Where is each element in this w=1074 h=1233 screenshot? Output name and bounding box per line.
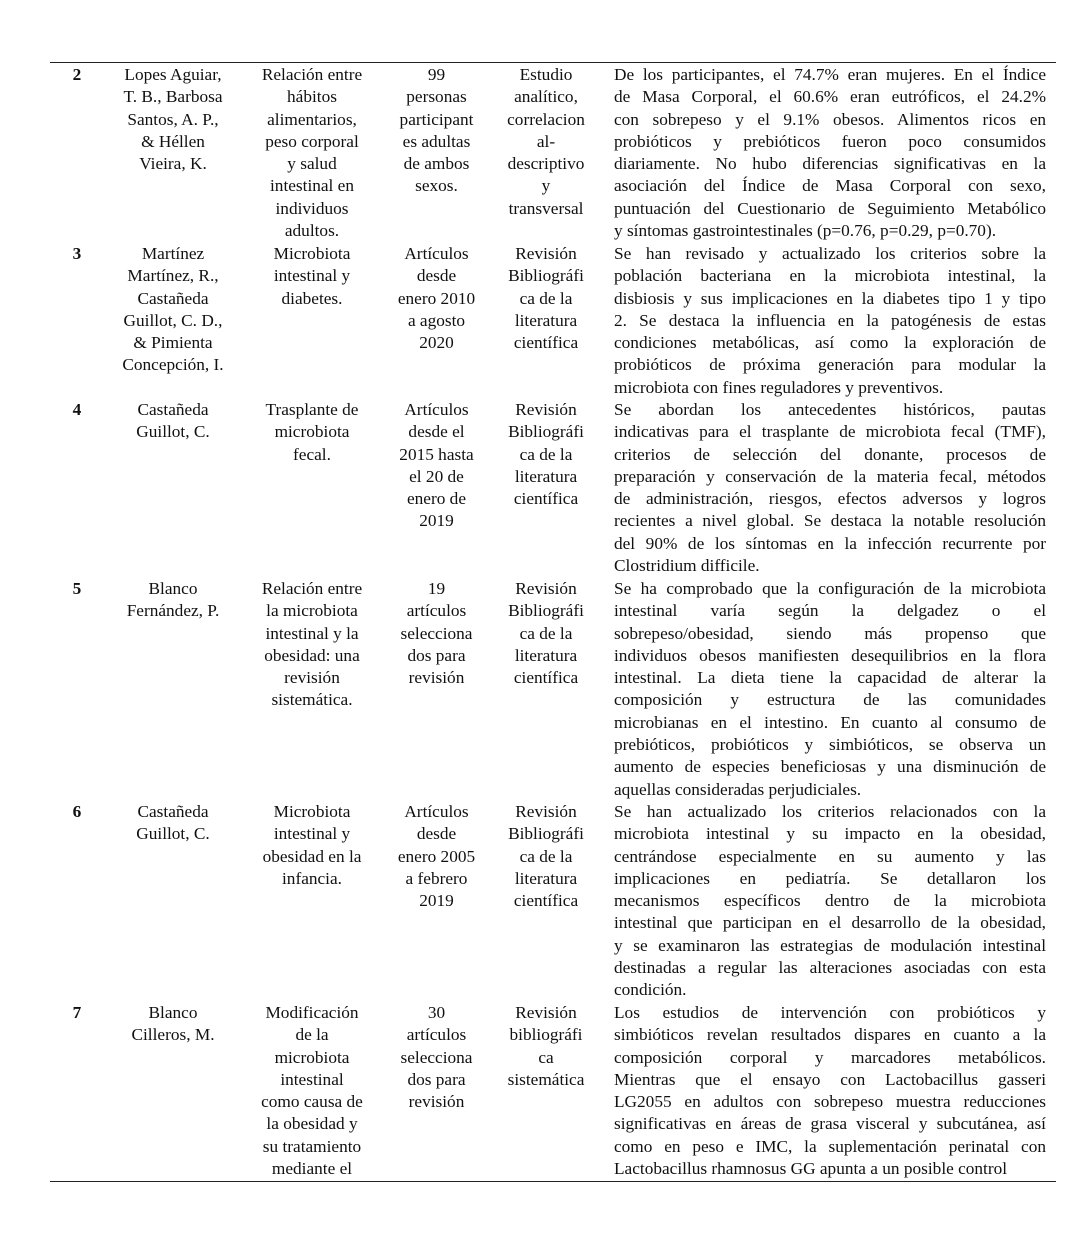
authors-cell-line: & Pimienta: [133, 333, 213, 353]
results-cell: [614, 64, 1046, 242]
sample-cell-line: desde: [416, 266, 457, 286]
design-cell-line: científica: [513, 668, 579, 688]
results-cell-line: población bacteriana en la microbiota intestinal, la: [614, 266, 1046, 286]
sample-cell-line: 2019: [419, 511, 454, 531]
results-cell-line: indicativas para el trasplante de microbiota fecal (TMF),: [614, 422, 1046, 442]
sample-cell-line: dos para: [407, 645, 466, 665]
design-cell-line: correlacion: [507, 109, 585, 129]
sample-cell: [392, 399, 481, 533]
design-cell: [497, 243, 595, 354]
results-cell: [614, 578, 1046, 801]
results-cell-line: microbianas en el intestino. En cuanto al consumo de: [614, 712, 1046, 732]
results-cell-line: diariamente. No hubo diferencias significativas en la: [614, 154, 1046, 174]
results-cell-line: intestinal. La dieta tiene la capacidad de alterar la: [614, 668, 1046, 688]
authors-cell-line: Santos, A. P.,: [127, 109, 219, 129]
title-cell: [250, 578, 374, 712]
design-cell: [497, 64, 595, 220]
design-cell: [497, 801, 595, 912]
results-cell-line: criterios de selección del donante, procesos de: [614, 444, 1046, 464]
results-cell-line: con sobrepeso y el 9.1% obesos. Alimentos ricos en: [614, 109, 1046, 129]
authors-cell-line: Martínez: [141, 244, 205, 263]
results-cell-line: Clostridium difficile.: [614, 556, 760, 576]
results-cell-line: condiciones metabólicas, así como la exploración de: [614, 333, 1046, 353]
title-cell-line: como causa de: [261, 1092, 363, 1112]
design-cell-line: literatura: [514, 645, 578, 665]
title-cell-line: Microbiota: [273, 244, 351, 263]
sample-cell-line: artículos: [406, 601, 467, 621]
results-cell-line: y síntomas gastrointestinales (p=0.76, p=0.29, p=0.70).: [614, 221, 997, 241]
title-cell-line: sistemática.: [271, 690, 353, 710]
results-cell-line: prebióticos, probióticos y simbióticos, se observa un: [614, 735, 1046, 755]
design-cell-line: analítico,: [514, 87, 578, 107]
results-cell-line: composición corporal y marcadores metabólicos.: [614, 1047, 1046, 1067]
sample-cell-line: a febrero: [405, 868, 468, 888]
results-cell-line: Se ha comprobado que la configuración de la microbiota: [614, 579, 1046, 598]
results-cell-line: disbiosis y sus implicaciones en la diabetes tipo 1 y tipo: [614, 288, 1046, 308]
results-cell-line: simbióticos revelan resultados dispares en cuanto a la: [614, 1025, 1046, 1045]
results-cell-line: probióticos de próxima generación para modular la: [614, 355, 1046, 375]
sample-cell-line: personas: [406, 87, 467, 107]
design-cell-line: Estudio: [519, 65, 573, 84]
results-cell: [614, 801, 1046, 1002]
title-cell-line: microbiota: [274, 1047, 350, 1067]
results-cell: [614, 243, 1046, 399]
sample-cell-line: 2019: [419, 891, 454, 911]
authors-cell-line: Vieira, K.: [139, 154, 207, 174]
authors-cell: [112, 243, 234, 377]
results-cell-line: mecanismos específicos dentro de la microbiota: [614, 891, 1046, 911]
sample-cell-line: desde: [416, 824, 457, 844]
results-cell-line: Los estudios de intervención con probióticos y: [614, 1003, 1046, 1022]
design-cell-line: al-: [536, 131, 556, 151]
sample-cell-line: Artículos: [404, 400, 469, 419]
results-cell-line: centrándose especialmente en su aumento y las: [614, 846, 1046, 866]
results-cell-line: 2. Se destaca la influencia en la patogénesis de estas: [614, 310, 1046, 330]
sample-cell-line: revisión: [408, 1092, 465, 1112]
sample-cell-line: 99: [427, 65, 446, 84]
results-cell-line: implicaciones en pediatría. Se detallaron los: [614, 868, 1046, 888]
authors-cell-line: Castañeda: [137, 288, 209, 308]
results-cell-line: probióticos y prebióticos fueron poco consumidos: [614, 131, 1046, 151]
table-bottom-rule: [50, 1181, 1056, 1182]
title-cell-line: la obesidad y: [266, 1114, 358, 1134]
title-cell: [250, 801, 374, 890]
title-cell-line: microbiota: [274, 422, 350, 442]
authors-cell-line: Guillot, C.: [136, 824, 210, 844]
design-cell-line: ca de la: [519, 846, 573, 866]
results-cell-line: aquellas consideradas perjudiciales.: [614, 779, 862, 799]
title-cell-line: y salud: [287, 154, 337, 174]
sample-cell-line: artículos: [406, 1025, 467, 1045]
design-cell-line: sistemática: [507, 1069, 585, 1089]
sample-cell-line: participant: [399, 109, 474, 129]
authors-cell-line: Fernández, P.: [126, 601, 220, 621]
title-cell-line: infancia.: [282, 868, 342, 888]
authors-cell-line: & Héllen: [141, 131, 205, 151]
authors-cell: [112, 64, 234, 175]
sample-cell-line: enero de: [406, 489, 466, 509]
design-cell-line: científica: [513, 489, 579, 509]
row-number: 6: [72, 802, 82, 821]
title-cell-line: revisión: [284, 668, 340, 688]
title-cell: [250, 243, 374, 310]
title-cell: [250, 64, 374, 242]
design-cell-line: Revisión: [515, 400, 577, 419]
sample-cell: [392, 243, 481, 354]
authors-cell: [112, 801, 234, 846]
title-cell-line: obesidad en la: [262, 846, 362, 866]
results-cell-line: de administración, riesgos, efectos adversos y logros: [614, 489, 1046, 509]
authors-cell: [112, 399, 234, 444]
sample-cell-line: el 20 de: [409, 466, 464, 486]
sample-cell-line: 30: [427, 1003, 446, 1022]
design-cell-line: literatura: [514, 868, 578, 888]
results-cell: [614, 399, 1046, 577]
design-cell: [497, 578, 595, 689]
row-number: 5: [72, 579, 82, 598]
results-cell-line: Lactobacillus rhamnosus GG apunta a un posible control: [614, 1159, 1008, 1179]
title-cell-line: la microbiota: [266, 601, 358, 621]
results-cell-line: condición.: [614, 980, 687, 1000]
sample-cell-line: selecciona: [400, 1047, 473, 1067]
authors-cell-line: Castañeda: [137, 802, 209, 821]
authors-cell-line: Cilleros, M.: [131, 1025, 215, 1045]
title-cell-line: Microbiota: [273, 802, 351, 821]
title-cell-line: diabetes.: [281, 288, 343, 308]
design-cell-line: ca de la: [519, 444, 573, 464]
results-cell-line: LG2055 en adultos con sobrepeso muestra reducciones: [614, 1092, 1046, 1112]
results-cell-line: sobrepeso/obesidad, siendo más propenso que: [614, 623, 1046, 643]
design-cell-line: Bibliográfi: [508, 422, 584, 442]
title-cell-line: Trasplante de: [265, 400, 359, 419]
sample-cell-line: Artículos: [404, 802, 469, 821]
sample-cell-line: revisión: [408, 668, 465, 688]
title-cell-line: intestinal y: [273, 266, 351, 286]
row-number: 2: [72, 65, 82, 84]
sample-cell-line: selecciona: [400, 623, 473, 643]
design-cell-line: ca: [538, 1047, 554, 1067]
authors-cell-line: Lopes Aguiar,: [124, 65, 222, 84]
sample-cell-line: 2020: [419, 333, 454, 353]
results-cell-line: microbiota intestinal y su impacto en la obesidad,: [614, 824, 1046, 844]
design-cell-line: bibliográfi: [509, 1025, 583, 1045]
title-cell-line: de la: [295, 1025, 329, 1045]
design-cell-line: Revisión: [515, 244, 577, 263]
design-cell-line: ca de la: [519, 288, 573, 308]
results-cell-line: y se examinaron las estrategias de modulación intestinal: [614, 935, 1046, 955]
title-cell-line: intestinal: [280, 1069, 344, 1089]
authors-cell-line: Martínez, R.,: [127, 266, 219, 286]
title-cell-line: Relación entre: [261, 579, 363, 598]
authors-cell-line: Guillot, C.: [136, 422, 210, 442]
design-cell-line: científica: [513, 333, 579, 353]
design-cell-line: Bibliográfi: [508, 266, 584, 286]
title-cell-line: intestinal y: [273, 824, 351, 844]
results-cell-line: del 90% de los síntomas en la infección recurrente por: [614, 533, 1046, 553]
authors-cell: [112, 1002, 234, 1047]
authors-cell-line: Blanco: [148, 579, 198, 598]
results-cell-line: destinadas a regular las alteraciones asociadas con esta: [614, 958, 1046, 978]
design-cell-line: y: [541, 176, 551, 196]
row-number: 3: [72, 244, 82, 263]
title-cell-line: obesidad: una: [264, 645, 360, 665]
results-cell-line: individuos obesos manifiesten desequilibrios en la flora: [614, 645, 1046, 665]
row-number: 4: [72, 400, 82, 419]
table-top-rule: [50, 62, 1056, 63]
sample-cell: [392, 801, 481, 912]
title-cell: [250, 399, 374, 466]
title-cell-line: intestinal en: [270, 176, 354, 196]
results-cell-line: preparación y conservación de la materia fecal, métodos: [614, 466, 1046, 486]
results-cell-line: de Masa Corporal, el 60.6% eran eutróficos, el 24.2%: [614, 87, 1046, 107]
results-cell-line: intestinal varía según la delgadez o el: [614, 601, 1046, 621]
sample-cell-line: 19: [427, 579, 446, 598]
results-cell-line: microbiota con fines reguladores y preventivos.: [614, 377, 944, 397]
sample-cell-line: sexos.: [415, 176, 458, 196]
title-cell: [250, 1002, 374, 1180]
design-cell: [497, 399, 595, 510]
results-cell-line: intestinal que participan en el desarrollo de la obesidad,: [614, 913, 1046, 933]
results-cell-line: recientes a nivel global. Se destaca la notable resolución: [614, 511, 1046, 531]
authors-cell-line: Guillot, C. D.,: [123, 310, 223, 330]
title-cell-line: mediante el: [271, 1159, 353, 1179]
results-cell-line: Mientras que el ensayo con Lactobacillus gasseri: [614, 1069, 1046, 1089]
title-cell-line: Relación entre: [261, 65, 363, 84]
design-cell-line: descriptivo: [507, 154, 585, 174]
design-cell-line: literatura: [514, 466, 578, 486]
results-cell-line: composición y estructura de las comunidades: [614, 690, 1046, 710]
results-cell-line: De los participantes, el 74.7% eran mujeres. En el Índice: [614, 65, 1046, 84]
title-cell-line: individuos: [275, 198, 349, 218]
design-cell-line: ca de la: [519, 623, 573, 643]
authors-cell-line: T. B., Barbosa: [123, 87, 223, 107]
results-cell-line: aumento de especies beneficiosas y una disminución de: [614, 757, 1046, 777]
title-cell-line: adultos.: [284, 221, 340, 241]
results-cell-line: significativas en áreas de grasa visceral y subcutánea, así: [614, 1114, 1046, 1134]
authors-cell-line: Concepción, I.: [122, 355, 224, 375]
sample-cell-line: enero 2010: [397, 288, 476, 308]
results-cell-line: puntuación del Cuestionario de Seguimiento Metabólico: [614, 198, 1046, 218]
sample-cell: [392, 1002, 481, 1113]
sample-cell-line: de ambos: [403, 154, 470, 174]
title-cell-line: fecal.: [293, 444, 331, 464]
sample-cell: [392, 578, 481, 689]
results-cell: [614, 1002, 1046, 1180]
title-cell-line: su tratamiento: [262, 1136, 362, 1156]
title-cell-line: intestinal y la: [265, 623, 359, 643]
design-cell-line: Bibliográfi: [508, 824, 584, 844]
design-cell-line: Bibliográfi: [508, 601, 584, 621]
design-cell-line: transversal: [508, 198, 584, 218]
results-cell-line: asociación del Índice de Masa Corporal con sexo,: [614, 176, 1046, 196]
sample-cell-line: enero 2005: [397, 846, 476, 866]
sample-cell-line: dos para: [407, 1069, 466, 1089]
design-cell-line: Revisión: [515, 802, 577, 821]
results-cell-line: Se han revisado y actualizado los criterios sobre la: [614, 244, 1046, 263]
design-cell-line: Revisión: [515, 579, 577, 598]
results-cell-line: Se han actualizado los criterios relacionados con la: [614, 802, 1046, 821]
sample-cell-line: es adultas: [402, 131, 471, 151]
design-cell: [497, 1002, 595, 1091]
title-cell-line: alimentarios,: [267, 109, 357, 129]
design-cell-line: científica: [513, 891, 579, 911]
sample-cell-line: 2015 hasta: [399, 444, 474, 464]
row-number: 7: [72, 1003, 82, 1022]
authors-cell: [112, 578, 234, 623]
title-cell-line: Modificación: [265, 1003, 359, 1022]
sample-cell: [392, 64, 481, 198]
title-cell-line: peso corporal: [265, 131, 359, 151]
sample-cell-line: Artículos: [404, 244, 469, 263]
sample-cell-line: a agosto: [407, 310, 466, 330]
sample-cell-line: desde el: [408, 422, 465, 442]
authors-cell-line: Blanco: [148, 1003, 198, 1022]
design-cell-line: Revisión: [515, 1003, 577, 1022]
title-cell-line: hábitos: [287, 87, 337, 107]
design-cell-line: literatura: [514, 310, 578, 330]
authors-cell-line: Castañeda: [137, 400, 209, 419]
results-cell-line: Se abordan los antecedentes históricos, pautas: [614, 400, 1046, 419]
results-cell-line: como en peso e IMC, la suplementación perinatal con: [614, 1136, 1046, 1156]
